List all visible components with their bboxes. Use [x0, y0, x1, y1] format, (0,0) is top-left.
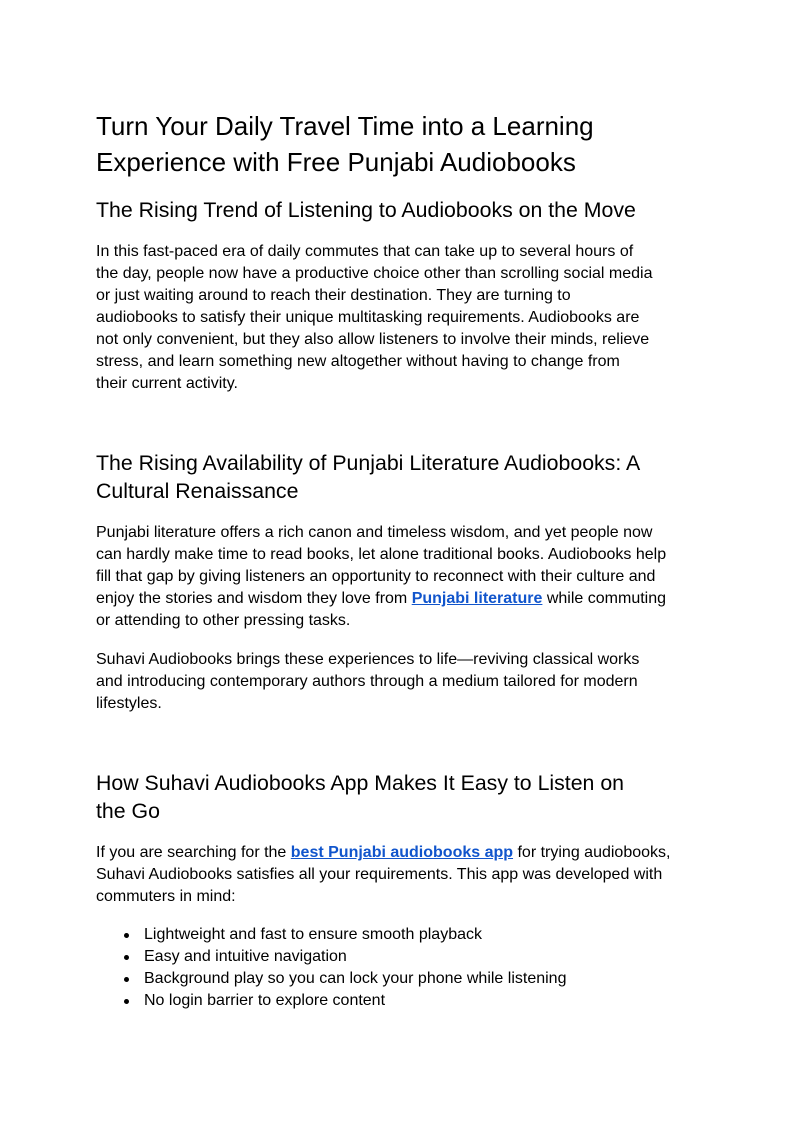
paragraph-text-before-link: If you are searching for the: [96, 844, 291, 861]
heading-rising-trend: The Rising Trend of Listening to Audiobooks on the Move: [96, 198, 636, 222]
paragraph-text-before-link: Punjabi literature offers a rich canon and timeless wisdom, and yet people now can hardly make time to read books, let alone traditional books. Audiobooks help fill that gap by giving listeners an opportunity to reconnect with their culture and enjoy the stories and wisdom they love from: [96, 524, 667, 607]
section-app-listen-on-the-go: [96, 769, 795, 1012]
paragraph-commute-era: In this fast-paced era of daily commutes that can take up to several hours of the day, people now have a productive choice other than scrolling social media or just waiting around to reach their destination. They are turning to audiobooks to satisfy their unique multitasking requirements. Audiobooks are not only convenient, but they also allow listeners to involve their minds, relieve stress, and learn something new altogether without having to change from their current activity.: [96, 243, 653, 392]
document-title: Turn Your Daily Travel Time into a Learning Experience with Free Punjabi Audiobooks: [96, 111, 594, 177]
feature-list: [96, 924, 656, 1012]
list-item-lightweight: Lightweight and fast to ensure smooth playback: [144, 924, 656, 946]
heading-app-listen-on-the-go: How Suhavi Audiobooks App Makes It Easy to Listen on the Go: [96, 771, 625, 823]
section-rising-trend: [96, 196, 795, 395]
paragraph-text-after-link: for trying audiobooks, Suhavi Audiobooks satisfies all your requirements. This app was developed with commuters in mind:: [96, 844, 671, 905]
heading-punjabi-literature: The Rising Availability of Punjabi Literature Audiobooks: A Cultural Renaissance: [96, 451, 640, 503]
link-punjabi-literature[interactable]: Punjabi literature: [411, 590, 543, 607]
paragraph-literature: [96, 522, 670, 632]
list-item-no-login: No login barrier to explore content: [144, 990, 656, 1012]
paragraph-suhavi-experiences: Suhavi Audiobooks brings these experiences to life—reviving classical works and introducing contemporary authors through a medium tailored for modern lifestyles.: [96, 651, 640, 712]
list-item-navigation: Easy and intuitive navigation: [144, 946, 656, 968]
link-best-punjabi-audiobooks-app[interactable]: best Punjabi audiobooks app: [290, 844, 514, 861]
paragraph-app-intro: [96, 842, 672, 908]
section-punjabi-literature: [96, 449, 795, 715]
list-item-background-play: Background play so you can lock your phone while listening: [144, 968, 656, 990]
paragraph-text-after-link: while commuting or attending to other pressing tasks.: [96, 590, 667, 629]
